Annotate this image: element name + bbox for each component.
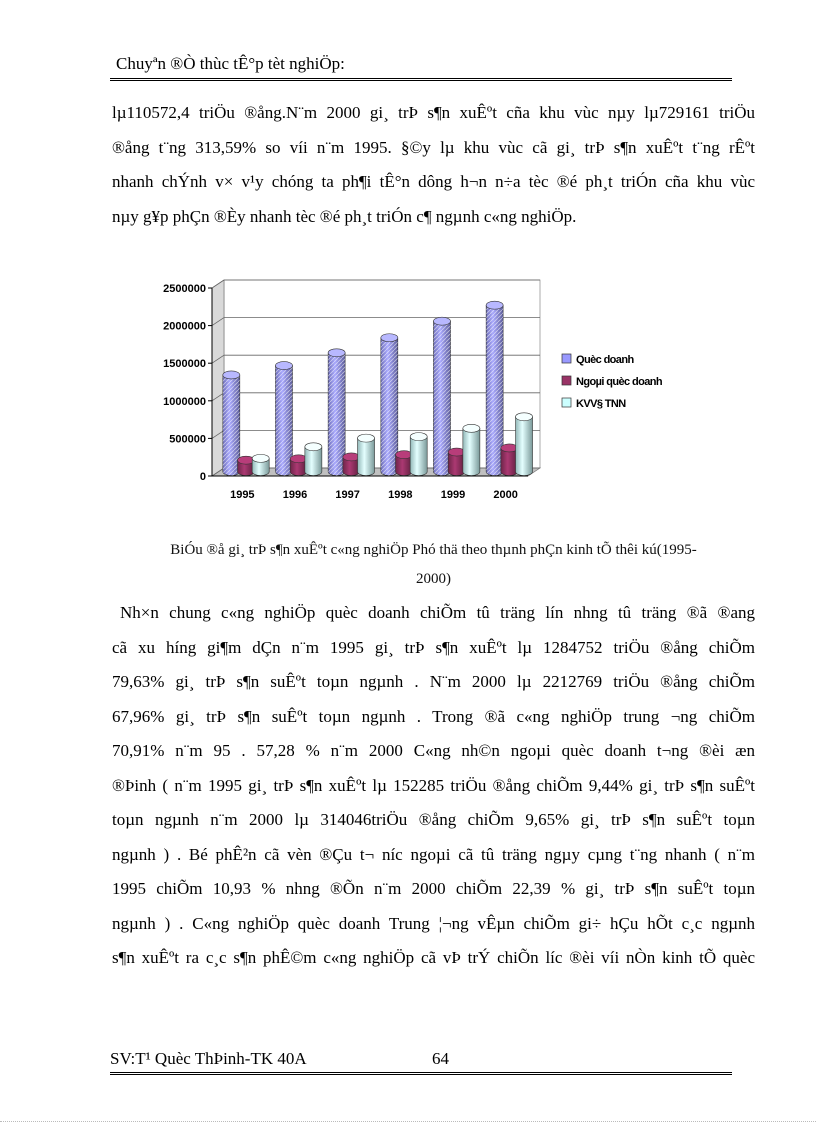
bar-top bbox=[252, 454, 269, 462]
bar-top bbox=[305, 443, 322, 451]
page-number: 64 bbox=[432, 1049, 449, 1068]
bar-kvv-tnn bbox=[463, 428, 480, 475]
bar-kvv-tnn bbox=[410, 437, 427, 476]
text-line: 70,91% n¨m 95 . 57,28 % n¨m 2000 C«ng nh©n ngoµi quèc doanh t¬ng ®èi æn bbox=[112, 741, 755, 760]
page-footer bbox=[110, 1050, 732, 1075]
text-line: lµ110572,4 triÖu ®ång.N¨m 2000 gi¸ trÞ s¶n xuÊºt cña khu vùc nµy lµ729161 triÖu bbox=[112, 103, 755, 122]
bar-top bbox=[486, 301, 503, 309]
y-tick-label: 0 bbox=[199, 471, 206, 483]
y-tick-label: 500000 bbox=[169, 433, 206, 446]
bar-top bbox=[516, 413, 533, 421]
text-line: 67,96% gi¸ trÞ s¶n suÊºt toµn ngµnh . Trong ®ã c«ng nghiÖp trung ¬ng chiÕm bbox=[112, 706, 755, 726]
text-line: nhanh chÝnh v× v¹y chóng ta ph¶i tÊ°n dông h¬n n÷a tèc ®é ph¸t triÓn cña khu vùc bbox=[112, 172, 755, 191]
bar-top bbox=[433, 317, 450, 325]
bar-top bbox=[223, 371, 240, 379]
bar-top bbox=[463, 424, 480, 432]
text-line: 1995 chiÕm 10,93 % nhng ®Õn n¨m 2000 chiÕm 22,39 % gi¸ trÞ s¶n suÊºt toµn bbox=[112, 879, 755, 898]
bar-chart bbox=[150, 270, 710, 510]
text-line: nµy g¥p phÇn ®Èy nhanh tèc ®é ph¸t triÓn c¶ ngµnh c«ng nghiÖp. bbox=[112, 206, 577, 226]
x-tick-label: 1995 bbox=[230, 489, 255, 501]
bar-top bbox=[328, 349, 345, 357]
text-line: ®Þinh ( n¨m 1995 gi¸ trÞ s¶n xuÊºt lµ 152285 triÖu ®ång chiÕm 9,44% gi¸ trÞ s¶n suÊºt bbox=[112, 775, 755, 795]
chart-caption bbox=[112, 536, 755, 594]
y-tick-label: 2000000 bbox=[163, 320, 206, 333]
text-line: ®ång t¨ng 313,59% so víi n¨m 1995. §©y lµ khu vùc cã gi¸ trÞ s¶n xuÊºt t¨ng rÊºt bbox=[112, 137, 755, 157]
x-tick-label: 1996 bbox=[282, 489, 308, 501]
legend-swatch bbox=[562, 398, 571, 407]
bar-top bbox=[275, 362, 292, 370]
text-line: ngµnh ) . C«ng nghiÖp quèc doanh Trung ¦¬ng vÊµn chiÕm gi÷ hÇu hÕt c¸c ngµnh bbox=[112, 913, 755, 933]
bar-top bbox=[381, 334, 398, 342]
chart-side-wall bbox=[212, 280, 224, 476]
header-title: Chuyªn ®Ò thùc tÊ°p tèt nghiÖp: bbox=[116, 54, 345, 73]
bar-kvv-tnn bbox=[358, 438, 375, 475]
intro-paragraph bbox=[112, 96, 755, 234]
legend-swatch bbox=[562, 376, 571, 385]
y-tick-label: 1500000 bbox=[163, 358, 206, 371]
page-header bbox=[110, 52, 732, 81]
bar-kvv-tnn bbox=[305, 447, 322, 476]
caption-line-2: 2000) bbox=[416, 571, 451, 587]
bar-top bbox=[410, 433, 427, 441]
bar-kvv-tnn bbox=[516, 417, 533, 476]
page-edge-divider bbox=[0, 1121, 816, 1122]
legend-label: Ngoµi quèc doanh bbox=[576, 376, 662, 388]
x-tick-label: 2000 bbox=[493, 489, 518, 501]
text-line: s¶n xuÊºt ra c¸c s¶n phÊ©m c«ng nghiÖp cã vÞ trÝ chiÕn líc ®èi víi nÒn kinh tÕ quèc bbox=[112, 948, 755, 967]
text-line: 79,63% gi¸ trÞ s¶n suÊºt toµn ngµnh . N¨m 2000 lµ 2212769 triÖu ®ång chiÕm bbox=[112, 672, 755, 691]
text-line: ngµnh ) . Bé phÊ²n cã vèn ®Çu t¬ níc ngoµi cã tû träng ngµy cµng t¨ng nhanh ( n¨m bbox=[112, 844, 755, 864]
text-line: toµn ngµnh n¨m 2000 lµ 314046triÖu ®ång chiÕm 9,65% gi¸ trÞ s¶n suÊºt toµn bbox=[112, 810, 755, 829]
y-tick-label: 1000000 bbox=[163, 395, 206, 408]
body-paragraph bbox=[112, 596, 755, 976]
text-line: Nh×n chung c«ng nghiÖp quèc doanh chiÕm tû träng lín nhng tû träng ®ã ®ang bbox=[120, 603, 755, 622]
x-tick-label: 1999 bbox=[440, 489, 466, 501]
y-tick-label: 2500000 bbox=[163, 283, 206, 295]
x-tick-label: 1997 bbox=[335, 489, 360, 501]
legend-label: KVV§ TNN bbox=[576, 398, 626, 410]
footer-author: SV:T¹ Quèc ThÞinh-TK 40A bbox=[110, 1049, 307, 1068]
bar-top bbox=[358, 434, 375, 442]
x-tick-label: 1998 bbox=[388, 489, 413, 501]
caption-line-1: BiÓu ®å gi¸ trÞ s¶n xuÊºt c«ng nghiÖp Phó thä theo thµnh phÇn kinh tÕ thêi kú(1995- bbox=[170, 542, 697, 558]
legend-swatch bbox=[562, 354, 571, 363]
legend-label: Quèc doanh bbox=[576, 354, 634, 366]
text-line: cã xu híng gi¶m dÇn n¨m 1995 gi¸ trÞ s¶n xuÊºt lµ 1284752 triÖu ®ång chiÕm bbox=[112, 637, 755, 657]
